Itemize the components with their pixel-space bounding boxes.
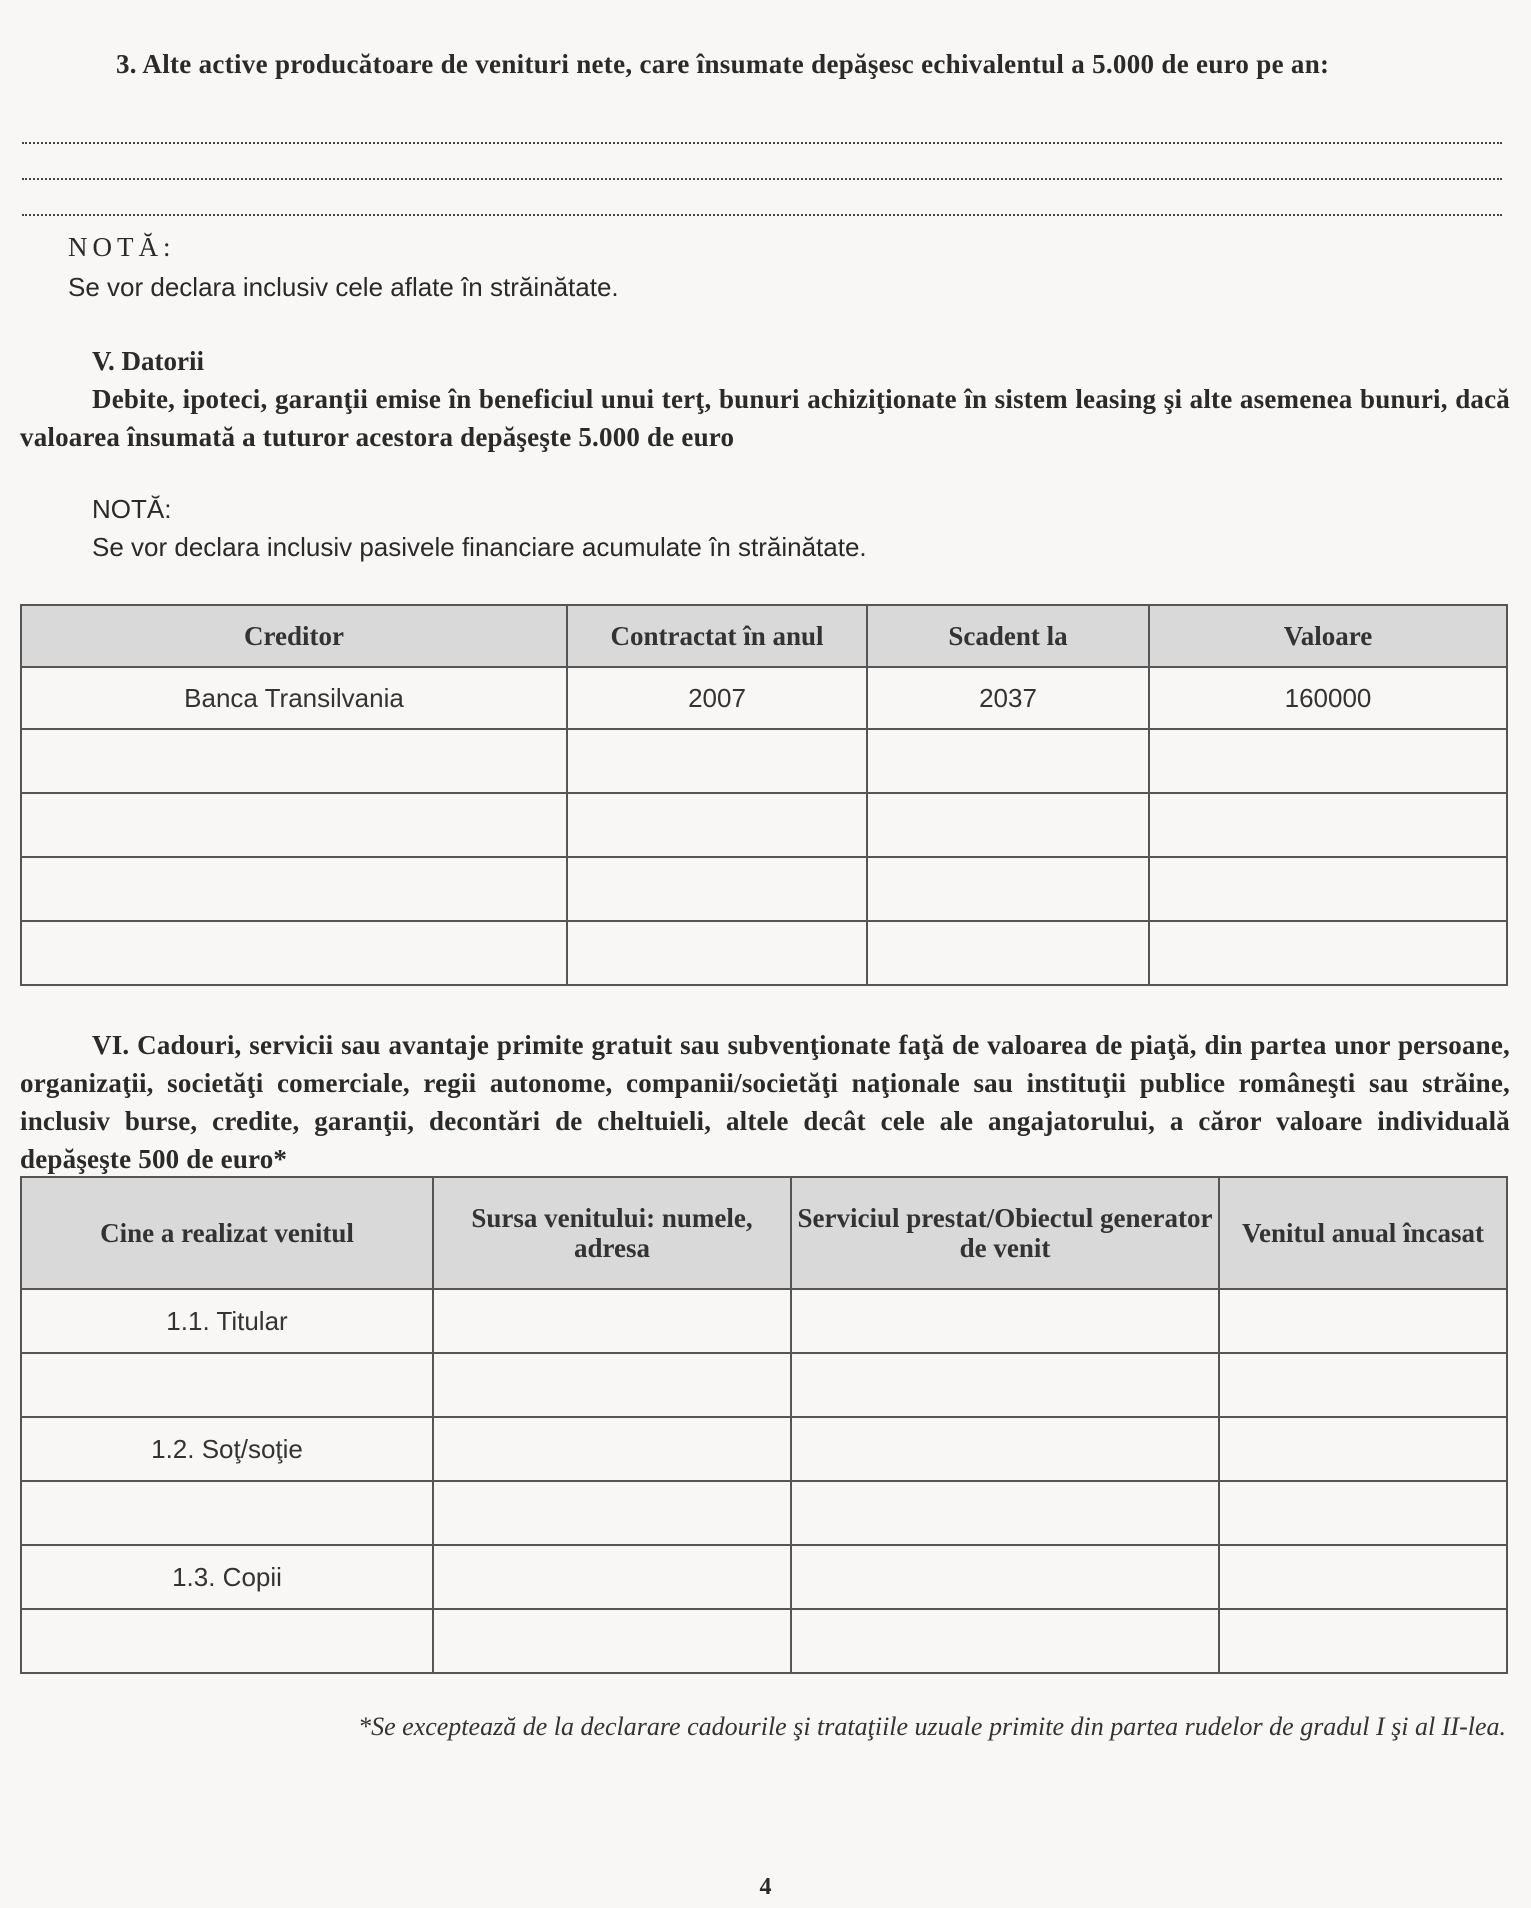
table-row: [21, 1609, 1507, 1673]
table-cell: [1219, 1481, 1507, 1545]
table-cell: [21, 793, 567, 857]
table-cell: [21, 729, 567, 793]
table-cell: 1.3. Copii: [21, 1545, 433, 1609]
column-header-due: Scadent la: [867, 605, 1149, 667]
dotted-line: [22, 212, 1502, 216]
table-cell: Banca Transilvania: [21, 667, 567, 729]
table-cell: [433, 1545, 791, 1609]
table-cell: [867, 857, 1149, 921]
table-cell: [567, 729, 867, 793]
gifts-table-header-row: [21, 1177, 1507, 1289]
column-header-source: Sursa venitului: numele, adresa: [433, 1177, 791, 1289]
dotted-line: [22, 140, 1502, 144]
column-header-who: Cine a realizat venitul: [21, 1177, 433, 1289]
table-cell: [867, 921, 1149, 985]
table-cell: [21, 857, 567, 921]
table-cell: 1.2. Soţ/soţie: [21, 1417, 433, 1481]
table-row: [21, 1353, 1507, 1417]
column-header-value: Valoare: [1149, 605, 1507, 667]
section-3-nota-label: NOTĂ:: [68, 232, 176, 262]
table-cell: [21, 1609, 433, 1673]
table-cell: [867, 793, 1149, 857]
table-row: [21, 1417, 1507, 1481]
table-cell: [21, 1353, 433, 1417]
table-cell: [1219, 1289, 1507, 1353]
section-5-title: V. Datorii: [92, 346, 204, 376]
gifts-table: [20, 1176, 1508, 1674]
table-cell: [791, 1545, 1219, 1609]
table-cell: 160000: [1149, 667, 1507, 729]
section-5-nota-text: Se vor declara inclusiv pasivele financiare acumulate în străinătate.: [92, 532, 867, 562]
table-row: [21, 921, 1507, 985]
table-cell: [567, 921, 867, 985]
table-cell: [1219, 1417, 1507, 1481]
table-cell: [567, 793, 867, 857]
table-cell: [433, 1289, 791, 1353]
table-row: [21, 857, 1507, 921]
table-cell: [1149, 921, 1507, 985]
column-header-creditor: Creditor: [21, 605, 567, 667]
dotted-line: [22, 176, 1502, 180]
table-cell: [867, 729, 1149, 793]
table-row: [21, 729, 1507, 793]
table-cell: [433, 1609, 791, 1673]
section-5-nota-label: NOTĂ:: [92, 494, 172, 524]
table-cell: 2007: [567, 667, 867, 729]
table-row: [21, 1545, 1507, 1609]
table-cell: [791, 1481, 1219, 1545]
table-cell: 2037: [867, 667, 1149, 729]
footnote: *Se exceptează de la declarare cadourile şi trataţiile uzuale primite din partea rudelor de gradul I şi al II-lea.: [358, 1712, 1506, 1741]
table-cell: [791, 1609, 1219, 1673]
table-row: [21, 1289, 1507, 1353]
table-cell: [567, 857, 867, 921]
table-row: [21, 1481, 1507, 1545]
page-number: 4: [759, 1874, 772, 1900]
table-cell: [21, 1481, 433, 1545]
table-row: [21, 667, 1507, 729]
debts-table: [20, 604, 1508, 986]
table-cell: [433, 1417, 791, 1481]
table-cell: 1.1. Titular: [21, 1289, 433, 1353]
table-cell: [1149, 793, 1507, 857]
table-cell: [1219, 1609, 1507, 1673]
column-header-annual-income: Venitul anual încasat: [1219, 1177, 1507, 1289]
section-5-description: Debite, ipoteci, garanţii emise în beneficiul unui terţ, bunuri achiziţionate în sistem leasing şi alte asemenea bunuri, dacă valoarea însumată a tuturor acestora depăşeşte 5.000 de euro: [20, 384, 1510, 452]
section-3-nota-text: Se vor declara inclusiv cele aflate în străinătate.: [68, 272, 619, 302]
debts-table-header-row: [21, 605, 1507, 667]
column-header-service: Serviciul prestat/Obiectul generator de venit: [791, 1177, 1219, 1289]
table-cell: [433, 1353, 791, 1417]
table-cell: [1219, 1353, 1507, 1417]
table-cell: [1149, 857, 1507, 921]
table-cell: [1219, 1545, 1507, 1609]
table-cell: [1149, 729, 1507, 793]
table-cell: [433, 1481, 791, 1545]
section-6-description: VI. Cadouri, servicii sau avantaje primite gratuit sau subvenţionate faţă de valoarea de piaţă, din partea unor persoane, organizaţii, societăţi comerciale, regii autonome, companii/societăţi naţionale sau instituţii publice româneşti sau străine, inclusiv burse, credite, garanţii, decontări de cheltuieli, altele decât cele ale angajatorului, a căror valoare individuală depăşeşte 500 de euro*: [20, 1030, 1510, 1174]
table-cell: [791, 1353, 1219, 1417]
table-cell: [21, 921, 567, 985]
table-row: [21, 793, 1507, 857]
section-3-heading: 3. Alte active producătoare de venituri nete, care însumate depăşesc echivalentul a 5.000 de euro pe an:: [116, 49, 1330, 79]
table-cell: [791, 1417, 1219, 1481]
table-cell: [791, 1289, 1219, 1353]
column-header-contract-year: Contractat în anul: [567, 605, 867, 667]
